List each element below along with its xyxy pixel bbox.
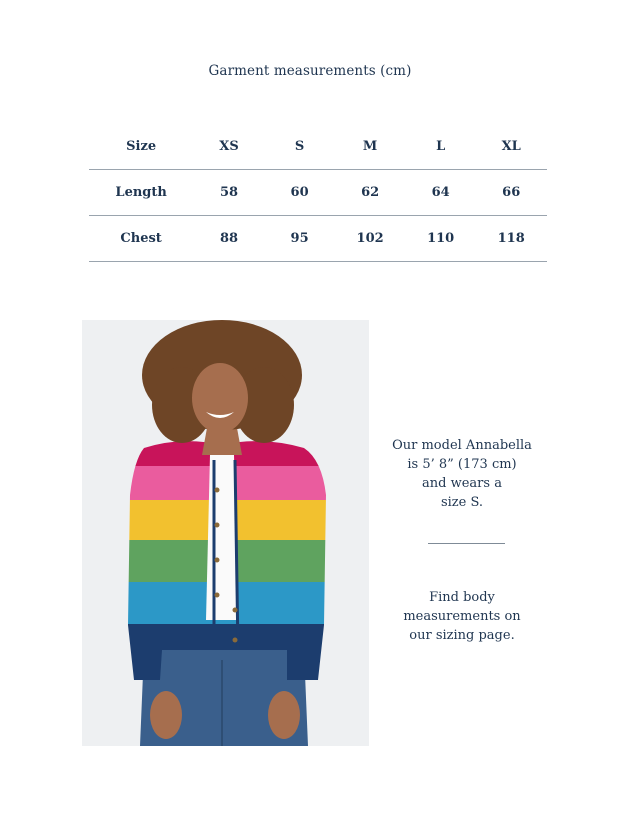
table-cell: 64 [431,185,450,200]
table-header-cell: M [362,139,378,154]
table-cell: 62 [361,185,380,200]
table-header-cell: S [294,139,305,154]
sizing-note-line: Find body [429,590,495,605]
table-header-cell: Size [126,139,157,154]
table-cell: 88 [220,231,239,246]
table-header-cell: L [436,139,446,154]
model-info-line: Our model Annabella [392,438,532,453]
table-cell: 95 [290,231,309,246]
sizing-note-line: our sizing page. [409,628,515,643]
model-info-line: size S. [440,495,484,510]
table-cell: 66 [502,185,521,200]
table-header-cell: XL [501,139,521,154]
table-cell: 60 [290,185,309,200]
model-illustration [82,320,369,746]
table-header-row [89,124,547,170]
table-row [89,170,547,216]
sizing-note-line: measurements on [403,609,521,624]
model-info [372,436,552,512]
table-cell: 102 [356,231,384,246]
table-header-cell: XS [219,139,239,154]
model-info-line: is 5’ 8” (173 cm) [407,457,517,472]
page-title: Garment measurements (cm) [208,63,412,79]
model-info-line: and wears a [422,476,502,491]
table-cell: Chest [120,231,162,246]
table-cell: Length [115,185,167,200]
table-cell: 58 [220,185,239,200]
model-photo [82,320,369,746]
divider [428,543,505,544]
table-cell: 110 [427,231,455,246]
sizing-note[interactable] [372,588,552,645]
table-row [89,216,547,262]
table-cell: 118 [497,231,525,246]
size-table [89,124,547,262]
